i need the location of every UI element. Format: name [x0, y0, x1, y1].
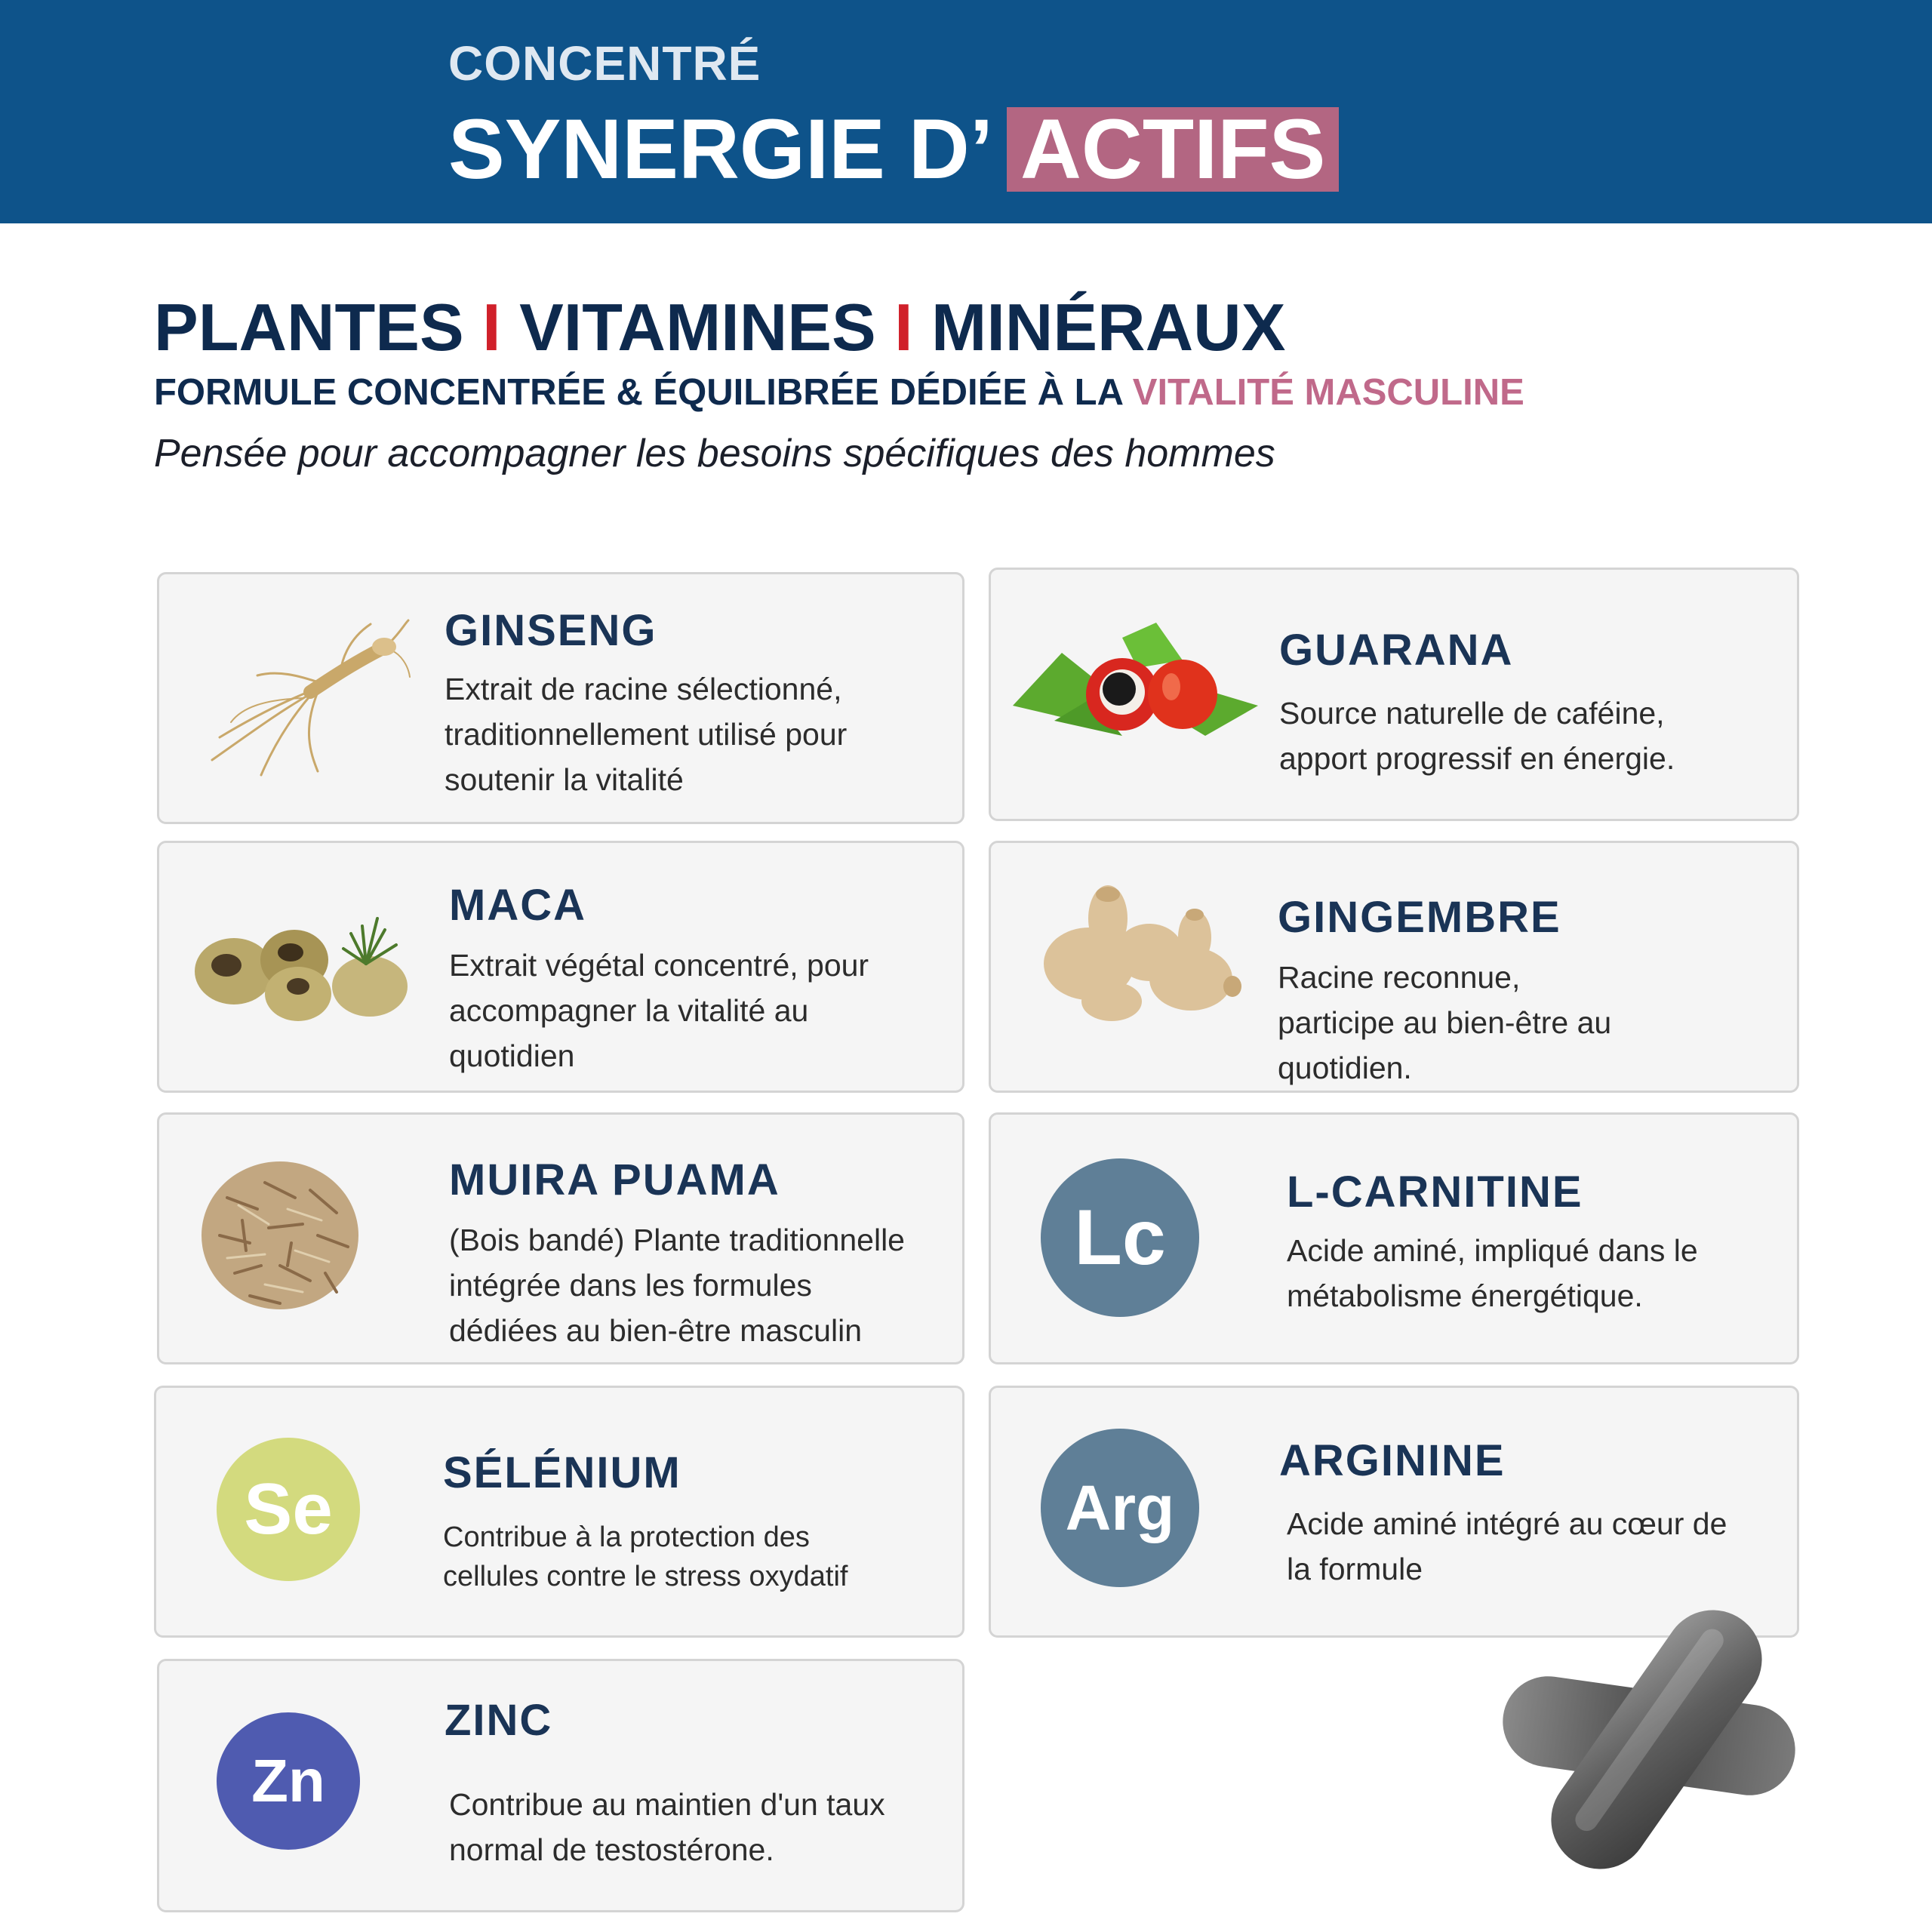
lc-symbol-icon: [1041, 1158, 1199, 1317]
ingredient-description: Acide aminé, impliqué dans le métabolisme énergétique.: [1287, 1233, 1698, 1313]
category-heading: [154, 290, 1285, 365]
ingredient-card-l-carnitine: [989, 1112, 1799, 1364]
symbol-text: Zn: [251, 1747, 325, 1814]
ginseng-root-icon: [189, 609, 416, 783]
header-title-highlight: ACTIFS: [1007, 107, 1339, 192]
formula-subtitle: [154, 371, 1524, 414]
header-kicker: CONCENTRÉ: [448, 36, 761, 91]
ingredient-title: GINSENG: [445, 606, 657, 655]
ingredient-title: GUARANA: [1279, 626, 1514, 675]
header-banner: [0, 0, 1932, 223]
ingredient-card-gingembre: [989, 841, 1799, 1093]
ingredient-title: SÉLÉNIUM: [443, 1448, 681, 1497]
zn-symbol-icon: [217, 1712, 360, 1850]
heading-mineraux: MINÉRAUX: [931, 290, 1286, 365]
ingredient-title: L-CARNITINE: [1287, 1168, 1583, 1217]
ginger-root-icon: [1036, 881, 1247, 1024]
ingredient-card-maca: [157, 841, 964, 1093]
ingredient-card-guarana: [989, 568, 1799, 821]
ingredient-description: Contribue à la protection des cellules contre le stress oxydatif: [443, 1521, 848, 1592]
ingredient-title: GINGEMBRE: [1278, 893, 1561, 942]
heading-vitamines: VITAMINES: [519, 290, 876, 365]
guarana-fruit-icon: [1009, 623, 1273, 743]
ingredient-description: Extrait végétal concentré, pour accompagner la vitalité au quotidien: [449, 948, 869, 1073]
subtitle-highlight: VITALITÉ MASCULINE: [1132, 372, 1524, 413]
ingredient-description: Source naturelle de caféine, apport progressif en énergie.: [1279, 696, 1675, 776]
ingredient-description: (Bois bandé) Plante traditionnelle intégrée dans les formules dédiées au bien-être masculin: [449, 1223, 905, 1348]
ingredient-title: MACA: [449, 881, 586, 930]
maca-root-icon: [192, 911, 419, 1024]
heading-separator: I: [894, 290, 913, 365]
ingredient-card-selenium: [154, 1386, 964, 1638]
symbol-text: Lc: [1074, 1193, 1166, 1281]
subtitle-text: FORMULE CONCENTRÉE & ÉQUILIBRÉE DÉDIÉE À LA: [154, 372, 1133, 413]
ingredient-card-zinc: [157, 1659, 964, 1912]
header-title-main: SYNERGIE D’: [448, 102, 993, 196]
ingredient-description: Racine reconnue, participe au bien-être au quotidien.: [1278, 960, 1612, 1085]
ingredient-description: Extrait de racine sélectionné, traditionnellement utilisé pour soutenir la vitalité: [445, 672, 848, 797]
tagline: Pensée pour accompagner les besoins spécifiques des hommes: [154, 432, 1275, 475]
heading-separator: I: [482, 290, 501, 365]
wood-chips-icon: [197, 1152, 363, 1318]
ingredient-card-muira-puama: [157, 1112, 964, 1364]
heading-plantes: PLANTES: [154, 290, 464, 365]
ingredient-card-ginseng: [157, 572, 964, 824]
arg-symbol-icon: [1041, 1429, 1199, 1587]
capsules-icon: [1494, 1600, 1804, 1879]
ingredient-title: ARGININE: [1279, 1436, 1506, 1485]
ingredient-title: MUIRA PUAMA: [449, 1155, 780, 1204]
ingredient-description: Acide aminé intégré au cœur de la formule: [1287, 1506, 1727, 1586]
se-symbol-icon: [217, 1438, 360, 1581]
ingredient-description: Contribue au maintien d'un taux normal de testostérone.: [449, 1787, 885, 1867]
header-title: [448, 102, 1339, 196]
symbol-text: Arg: [1065, 1472, 1175, 1543]
ingredient-title: ZINC: [445, 1696, 553, 1745]
symbol-text: Se: [244, 1469, 333, 1549]
